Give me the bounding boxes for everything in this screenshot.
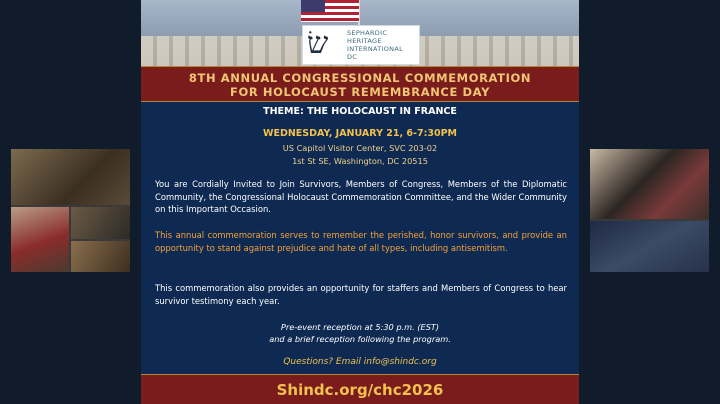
invitation-paragraph: You are Cordially Invited to Join Survivors, Members of Congress, Members of the Diplomatic Community, the Congressional Holocaust Commemoration Committee, and the Wider Community on this Important Occasion. (155, 179, 567, 215)
title-line-1: 8TH ANNUAL CONGRESSIONAL COMMEMORATION (188, 71, 532, 85)
event-photo (11, 207, 69, 272)
footer-banner (141, 374, 579, 404)
event-photo (590, 149, 709, 219)
title-line-2: FOR HOLOCAUST REMEMBRANCE DAY (229, 85, 490, 99)
event-photo (71, 241, 130, 272)
logo-mark: שׂ (307, 26, 329, 61)
event-flyer (141, 0, 579, 404)
questions-contact: Questions? Email info@shindc.org (283, 357, 437, 367)
reception-line-2: and a brief reception following the program. (269, 334, 451, 344)
left-photo-collage (11, 149, 130, 272)
event-date: WEDNESDAY, JANUARY 21, 6-7:30PM (262, 128, 458, 139)
reception-line-1: Pre-event reception at 5:30 p.m. (EST) (280, 322, 440, 332)
purpose-paragraph: This annual commemoration serves to remember the perished, honor survivors, and provide an opportunity to stand against prejudice and hate of all types, including antisemitism. (155, 230, 567, 253)
right-photo-collage (590, 149, 709, 272)
sephardic-heritage-logo (302, 25, 420, 65)
testimony-paragraph: This commemoration also provides an opportunity for staffers and Members of Congress to hear survivor testimony each year. (155, 283, 567, 306)
event-photo (71, 207, 130, 239)
title-banner (141, 66, 579, 102)
venue-line-2: 1st St SE, Washington, DC 20515 (292, 156, 428, 166)
event-photo (11, 149, 130, 205)
venue-line-1: US Capitol Visitor Center, SVC 203-02 (282, 143, 438, 153)
us-flag-icon (301, 0, 359, 22)
event-url-link[interactable]: Shindc.org/chc2026 (276, 381, 444, 399)
theme: THEME: THE HOLOCAUST IN FRANCE (263, 106, 457, 117)
event-photo (590, 221, 709, 272)
logo-text: SEPHARDIC HERITAGE INTERNATIONAL DC (347, 29, 404, 61)
